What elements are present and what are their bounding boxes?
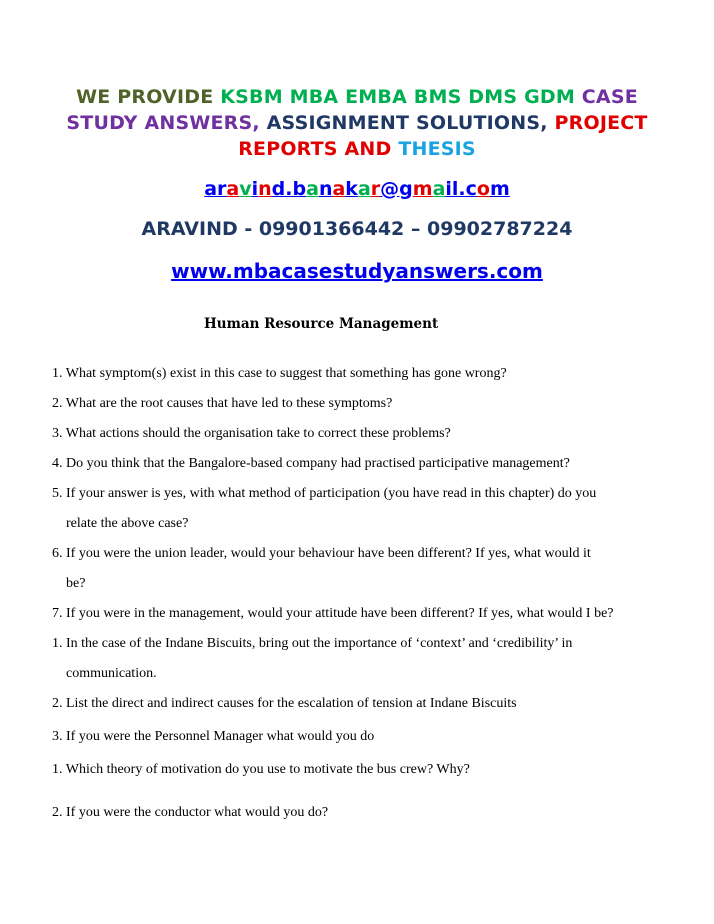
banner-assignment-solutions: ASSIGNMENT SOLUTIONS, (266, 112, 548, 134)
banner-line-3 (0, 136, 714, 162)
question-line: 3. If you were the Personnel Manager what would you do (52, 729, 375, 744)
section-heading: Human Resource Management (204, 316, 439, 332)
question-continuation: be? (66, 576, 86, 591)
email-link[interactable] (0, 176, 714, 202)
phone-numbers: ARAVIND - 09901366442 – 09902787224 (141, 218, 573, 240)
email-segment[interactable]: b (292, 178, 307, 200)
question-line: 5. If your answer is yes, with what method of participation (you have read in this chapter) do you (52, 486, 597, 501)
question-line: 2. List the direct and indirect causes for the escalation of tension at Indane Biscuits (52, 696, 517, 711)
email-segment[interactable]: i (251, 178, 259, 200)
question-continuation: communication. (66, 666, 157, 681)
email-segment[interactable]: l (451, 178, 459, 200)
email-segment[interactable]: ar (204, 178, 227, 200)
banner-reports-and: REPORTS AND (238, 138, 392, 160)
question-line: 3. What actions should the organisation take to correct these problems? (52, 426, 451, 441)
email-segment[interactable]: a (306, 178, 319, 200)
email-segment[interactable]: .c (458, 178, 477, 200)
question-line: 1. Which theory of motivation do you use to motivate the bus crew? Why? (52, 762, 470, 777)
email-segment[interactable]: v (239, 178, 252, 200)
banner-line-1 (0, 84, 714, 110)
email-segment[interactable]: m (489, 178, 510, 200)
email-segment[interactable]: m (412, 178, 433, 200)
email-segment[interactable]: g (399, 178, 413, 200)
question-line: 1. What symptom(s) exist in this case to suggest that something has gone wrong? (52, 366, 507, 381)
banner-project: PROJECT (554, 112, 648, 134)
question-line: 2. What are the root causes that have led to these symptoms? (52, 396, 393, 411)
banner-we-provide: WE PROVIDE (76, 86, 214, 108)
email-segment[interactable]: a (332, 178, 346, 200)
question-line: 6. If you were the union leader, would your behaviour have been different? If yes, what would it (52, 546, 591, 561)
banner-case: CASE (581, 86, 638, 108)
email-segment[interactable]: a (432, 178, 446, 200)
question-line: 2. If you were the conductor what would you do? (52, 805, 329, 820)
website-link[interactable]: www.mbacasestudyanswers.com (171, 259, 543, 283)
email-segment[interactable]: a (226, 178, 240, 200)
banner-line-2 (0, 110, 714, 136)
email-segment[interactable]: d. (271, 178, 293, 200)
question-line: 4. Do you think that the Bangalore-based company had practised participative management? (52, 456, 570, 471)
question-continuation: relate the above case? (66, 516, 189, 531)
question-line: 1. In the case of the Indane Biscuits, bring out the importance of ‘context’ and ‘credibility’ in (52, 636, 573, 651)
email-segment[interactable]: a (357, 178, 371, 200)
email-segment[interactable]: k (345, 178, 358, 200)
email-segment[interactable]: i (445, 178, 452, 200)
email-segment[interactable]: n (318, 178, 333, 200)
question-line: 7. If you were in the management, would your attitude have been different? If yes, what would I be? (52, 606, 614, 621)
email-segment[interactable]: r (370, 178, 381, 200)
banner-thesis: THESIS (398, 138, 476, 160)
banner-programs: KSBM MBA EMBA BMS DMS GDM (220, 86, 575, 108)
email-segment[interactable]: n (258, 178, 272, 200)
email-segment[interactable]: o (476, 178, 490, 200)
banner-study-answers: STUDY ANSWERS, (66, 112, 260, 134)
email-segment[interactable]: @ (380, 178, 400, 200)
